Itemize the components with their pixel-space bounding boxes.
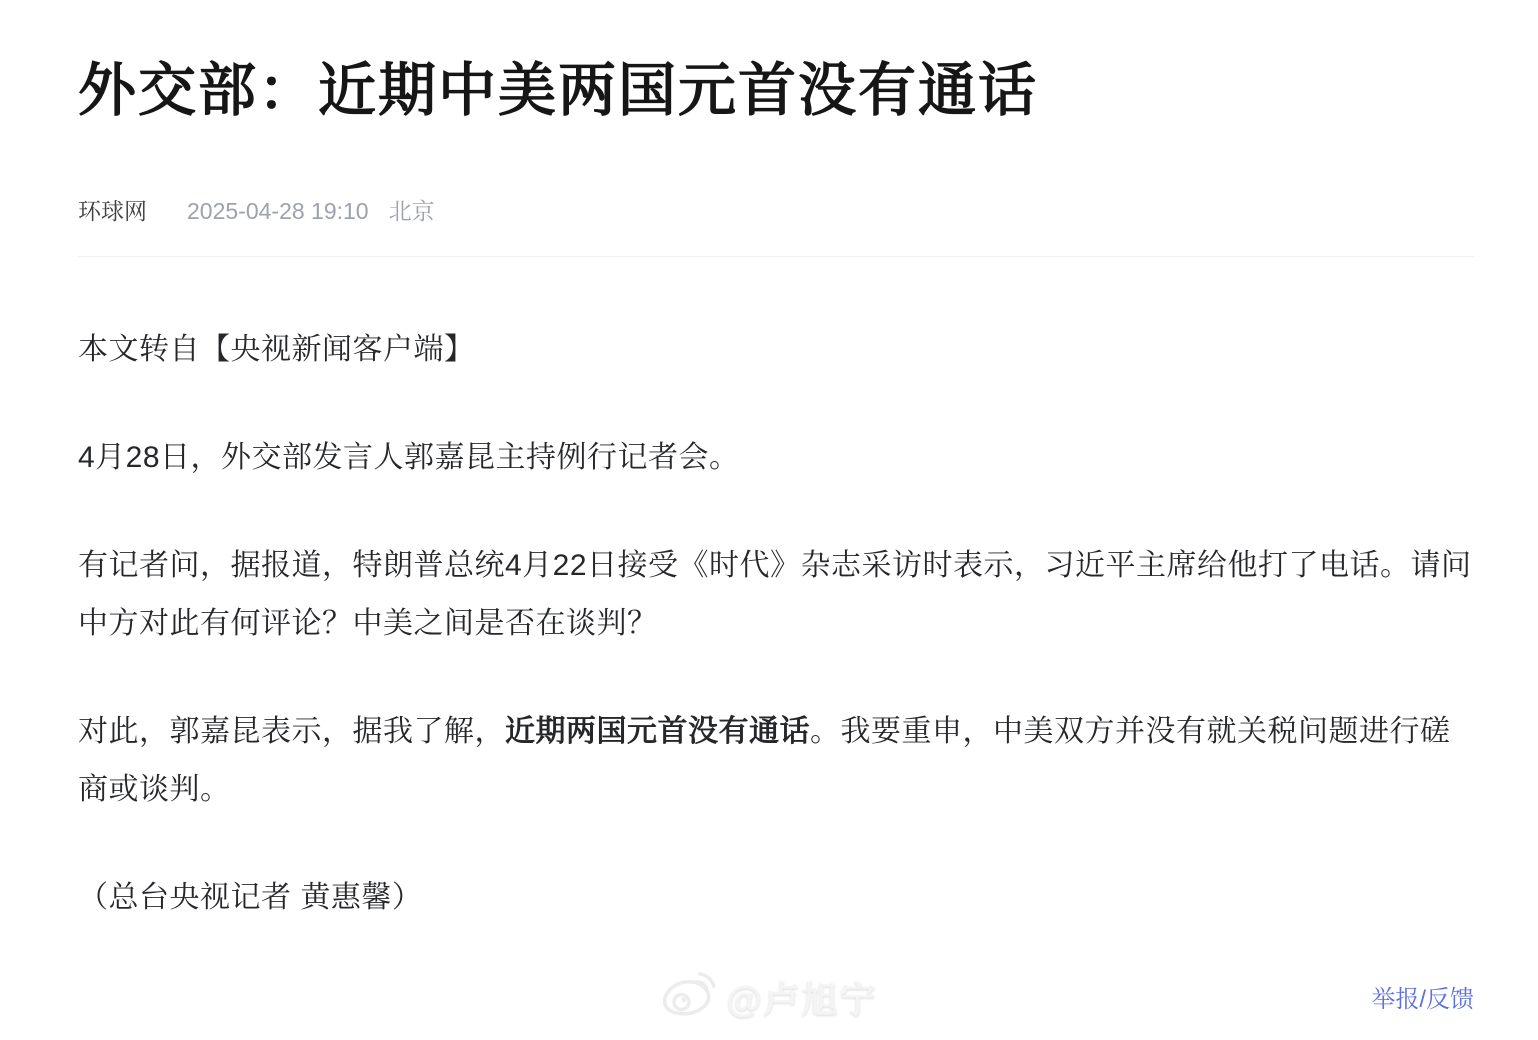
answer-text-bold: 近期两国元首没有通话 xyxy=(505,715,810,748)
header-divider xyxy=(78,256,1474,257)
article-body xyxy=(78,321,1474,927)
answer-text-after: 。我要重申，中美双方并没有就关税问题进行磋商或谈判。 xyxy=(78,715,1451,806)
publish-location: 北京 xyxy=(388,198,435,224)
paragraph-reporter-credit: （总台央视记者 黄惠馨） xyxy=(78,881,423,914)
paragraph-reposted-from: 本文转自【央视新闻客户端】 xyxy=(78,333,475,366)
watermark-username: @卢旭宁 xyxy=(726,979,878,1020)
weibo-watermark xyxy=(660,971,877,1024)
paragraph-reporter-question: 有记者问，据报道，特朗普总统4月22日接受《时代》杂志采访时表示，习近平主席给他打了电话。请问中方对此有何评论？中美之间是否在谈判？ xyxy=(78,549,1472,640)
article-footer xyxy=(0,968,1538,1024)
article-meta xyxy=(78,196,1474,226)
page-title: 外交部：近期中美两国元首没有通话 xyxy=(78,58,1039,123)
paragraph-spokesperson-answer xyxy=(78,703,1474,819)
publish-datetime: 2025-04-28 19:10 xyxy=(187,198,369,224)
report-feedback-link[interactable]: 举报/反馈 xyxy=(1371,986,1474,1013)
answer-text-before: 对此，郭嘉昆表示，据我了解， xyxy=(78,715,505,748)
weibo-icon xyxy=(660,971,716,1024)
source-link[interactable]: 环球网 xyxy=(78,198,147,224)
paragraph-press-conference: 4月28日，外交部发言人郭嘉昆主持例行记者会。 xyxy=(78,441,740,474)
